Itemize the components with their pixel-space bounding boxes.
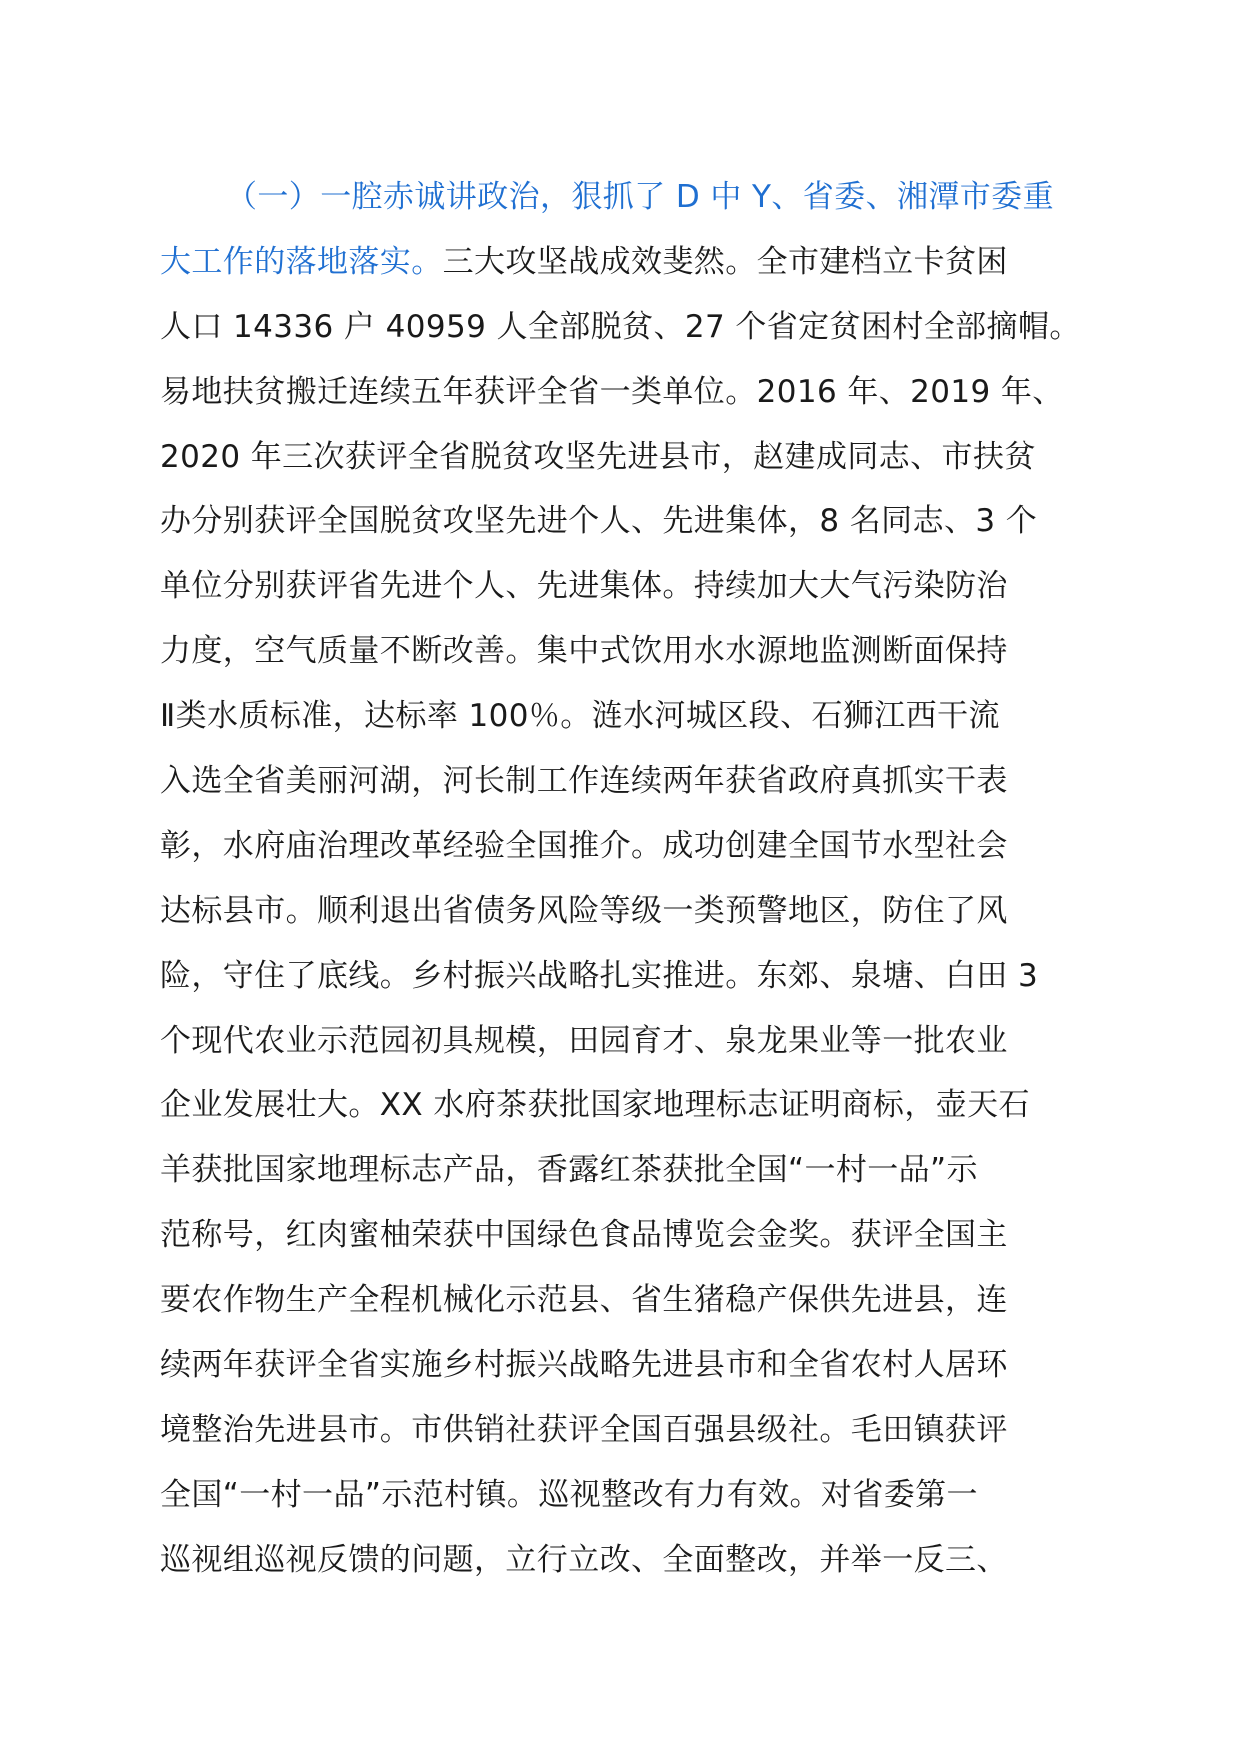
section-heading-line-2: 大工作的落地落实。 (160, 243, 443, 280)
text-line: 办分别获评全国脱贫攻坚先进个人、先进集体，8 名同志、3 个 (160, 503, 1038, 540)
text-line: 个现代农业示范园初具规模，田园育才、泉龙果业等一批农业 (160, 1022, 1008, 1059)
text-line: 企业发展壮大。XX 水府茶获批国家地理标志证明商标，壶天石 (160, 1087, 1030, 1124)
text-line: 续两年获评全省实施乡村振兴战略先进县市和全省农村人居环 (160, 1347, 1008, 1384)
text-line: 单位分别获评省先进个人、先进集体。持续加大大气污染防治 (160, 568, 1008, 605)
text-line: 2020 年三次获评全省脱贫攻坚先进县市，赵建成同志、市扶贫 (160, 438, 1036, 475)
text-line: 易地扶贫搬迁连续五年获评全省一类单位。2016 年、2019 年、 (160, 373, 1064, 410)
text-line: 巡视组巡视反馈的问题，立行立改、全面整改，并举一反三、 (160, 1541, 1008, 1578)
body-text-segment: 三大攻坚战成效斐然。全市建档立卡贫困 (442, 243, 1008, 280)
text-line: 全国“一村一品”示范村镇。巡视整改有力有效。对省委第一 (160, 1476, 978, 1513)
section-heading-line-1: （一）一腔赤诚讲政治，狠抓了 D 中 Y、省委、湘潭市委重 (226, 179, 1054, 215)
text-line: 人口 14336 户 40959 人全部脱贫、27 个省定贫困村全部摘帽。 (160, 308, 1081, 345)
text-line: 羊获批国家地理标志产品，香露红茶获批全国“一村一品”示 (160, 1152, 978, 1189)
text-line: 境整治先进县市。市供销社获评全国百强县级社。毛田镇获评 (160, 1411, 1008, 1448)
text-line: 力度，空气质量不断改善。集中式饮用水水源地监测断面保持 (160, 633, 1008, 670)
body-text (160, 165, 1120, 1593)
text-line: 要农作物生产全程机械化示范县、省生猪稳产保供先进县，连 (160, 1282, 1008, 1319)
text-line: 彰，水府庙治理改革经验全国推介。成功创建全国节水型社会 (160, 827, 1008, 864)
text-line: 达标县市。顺利退出省债务风险等级一类预警地区，防住了风 (160, 892, 1008, 929)
text-line: 险，守住了底线。乡村振兴战略扎实推进。东郊、泉塘、白田 3 (160, 957, 1039, 994)
text-line: Ⅱ类水质标准，达标率 100％。涟水河城区段、石狮江西干流 (160, 698, 1000, 735)
text-line (160, 230, 1120, 295)
text-line: 入选全省美丽河湖，河长制工作连续两年获省政府真抓实干表 (160, 763, 1008, 800)
text-line: 范称号，红肉蜜柚荣获中国绿色食品博览会金奖。获评全国主 (160, 1217, 1008, 1254)
